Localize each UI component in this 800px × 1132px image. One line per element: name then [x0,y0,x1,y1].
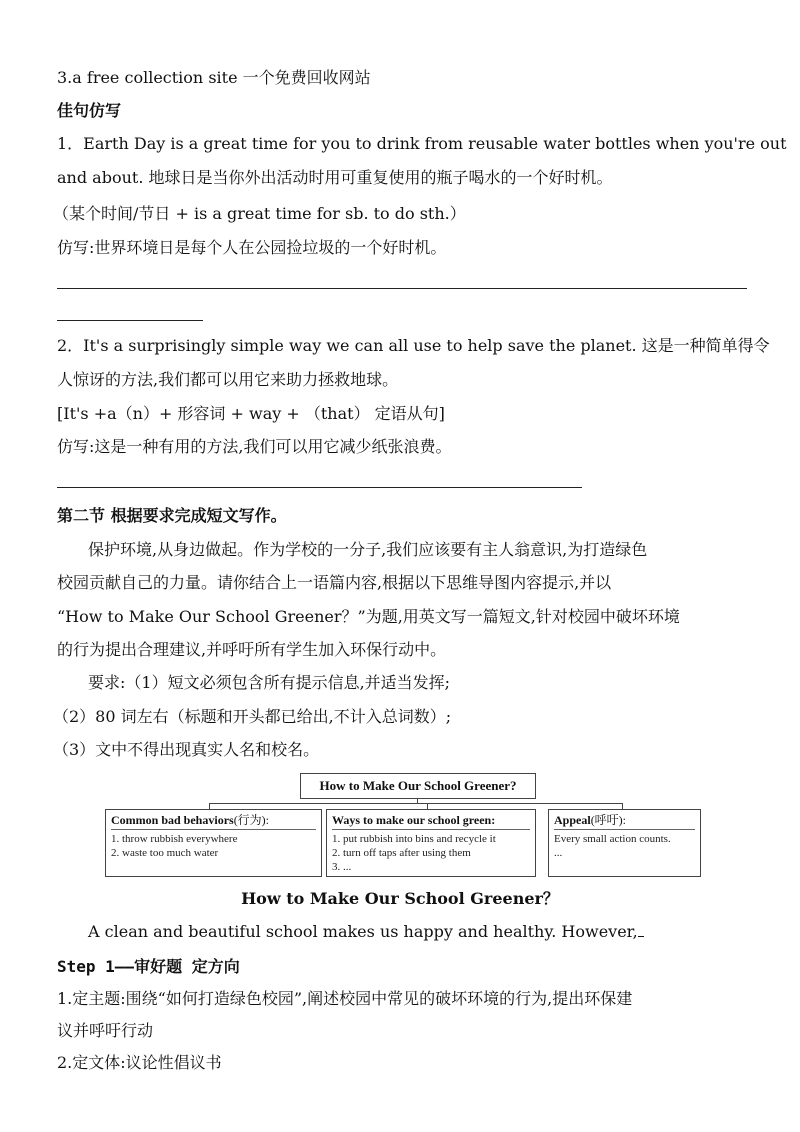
task-paragraph-line-1: 保护环境,从身边做起。作为学校的一分子,我们应该要有主人翁意识,为打造绿色 [88,540,648,559]
mindmap-title-box: How to Make Our School Greener? [300,773,536,799]
vocab-item-3: 3.a free collection site 一个免费回收网站 [57,68,371,87]
requirement-2: （2）80 词左右（标题和开头都已给出,不计入总词数）; [53,707,452,726]
example-sentence-2-cn: 人惊讶的方法,我们都可以用它来助力拯救地球。 [57,370,399,389]
mindmap-appeal-item: ... [554,847,563,859]
mindmap-appeal-box [548,809,701,877]
step-1-point-2: 2.定文体:议论性倡议书 [57,1053,222,1072]
answer-line-2[interactable] [57,487,582,488]
mindmap-ways-item: 3. ... [332,861,352,873]
answer-line-1a[interactable] [57,288,747,289]
mindmap-appeal-heading: Appeal(呼吁): [554,813,627,827]
requirement-3: （3）文中不得出现真实人名和校名。 [53,740,320,759]
section-heading-sentence-imitation: 佳句仿写 [57,101,122,120]
essay-title: How to Make Our School Greener？ [241,889,559,908]
sentence-pattern-1: （某个时间/节日 + is a great time for sb. to do sth.） [53,204,466,223]
example-sentence-2-en: 2．It's a surprisingly simple way we can all use to help save the planet. 这是一种简单得令 [57,336,770,355]
mindmap-bad-behaviors-heading: Common bad behaviors(行为): [111,813,270,827]
essay-answer-blank[interactable] [638,922,644,937]
task-paragraph-line-2: 校园贡献自己的力量。请你结合上一语篇内容,根据以下思维导图内容提示,并以 [57,573,612,592]
task-paragraph-line-3: “How to Make Our School Greener？”为题,用英文写一篇短文,针对校园中破坏环境 [57,607,680,626]
mindmap-appeal-item: Every small action counts. [554,833,671,845]
mindmap-connector-bar [209,803,623,804]
mindmap-ways-item: 2. turn off taps after using them [332,847,471,859]
step-1-point-1-line-1: 1.定主题:围绕“如何打造绿色校园”,阐述校园中常见的破坏环境的行为,提出环保建 [57,989,633,1008]
step-1-heading: Step 1——审好题 定方向 [57,957,240,976]
step-1-point-1-line-2: 议并呼吁行动 [57,1021,154,1040]
sentence-pattern-2: [It's +a（n）+ 形容词 + way + （that） 定语从句] [57,404,445,423]
imitation-prompt-2: 仿写:这是一种有用的方法,我们可以用它减少纸张浪费。 [57,437,452,456]
answer-line-1b[interactable] [57,320,203,321]
essay-opening: A clean and beautiful school makes us happy and healthy. However, [88,922,644,942]
task-paragraph-line-4: 的行为提出合理建议,并呼吁所有学生加入环保行动中。 [57,640,447,659]
mindmap-ways-box [326,809,536,877]
mindmap-ways-item: 1. put rubbish into bins and recycle it [332,833,496,845]
requirement-1: 要求:（1）短文必须包含所有提示信息,并适当发挥; [88,673,451,692]
mindmap-ways-heading: Ways to make our school green: [332,813,496,827]
section-heading-writing: 第二节 根据要求完成短文写作。 [57,506,287,525]
mindmap-bad-behaviors-box [105,809,322,877]
imitation-prompt-1: 仿写:世界环境日是每个人在公园捡垃圾的一个好时机。 [57,238,447,257]
mindmap-bad-item: 1. throw rubbish everywhere [111,833,238,845]
mindmap-bad-item: 2. waste too much water [111,847,219,859]
example-sentence-1-en: 1．Earth Day is a great time for you to drink from reusable water bottles when you're out [57,134,787,153]
example-sentence-1-cn: and about. 地球日是当你外出活动时用可重复使用的瓶子喝水的一个好时机。 [57,168,613,187]
